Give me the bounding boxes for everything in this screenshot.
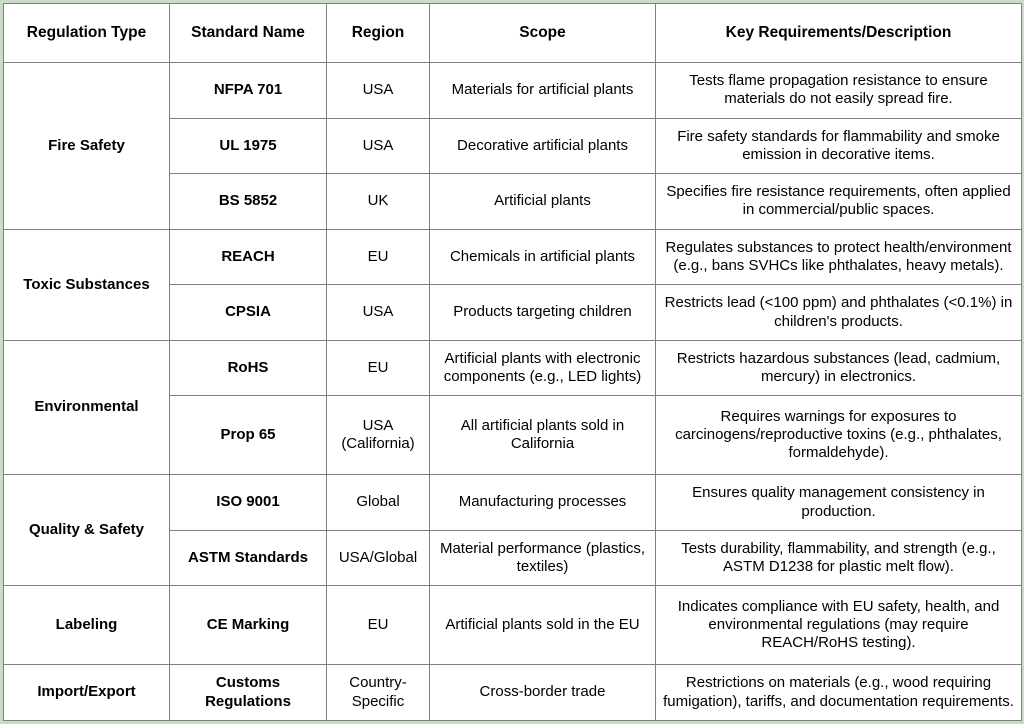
cell-region: EU bbox=[327, 586, 430, 665]
cell-standard-name: RoHS bbox=[170, 340, 327, 396]
cell-key-requirements: Restricts hazardous substances (lead, cadmium, mercury) in electronics. bbox=[656, 340, 1022, 396]
column-header-regulation-type: Regulation Type bbox=[4, 4, 170, 63]
regulations-table bbox=[3, 3, 1022, 721]
table-header bbox=[4, 4, 1022, 63]
cell-key-requirements: Ensures quality management consistency in production. bbox=[656, 475, 1022, 531]
cell-regulation-type: Fire Safety bbox=[4, 63, 170, 230]
cell-key-requirements: Tests flame propagation resistance to ensure materials do not easily spread fire. bbox=[656, 63, 1022, 119]
cell-region: UK bbox=[327, 174, 430, 230]
table-body bbox=[4, 63, 1022, 721]
cell-region: USA bbox=[327, 285, 430, 341]
cell-scope: Manufacturing processes bbox=[430, 475, 656, 531]
cell-scope: Artificial plants with electronic components (e.g., LED lights) bbox=[430, 340, 656, 396]
cell-region: USA bbox=[327, 63, 430, 119]
column-header-standard-name: Standard Name bbox=[170, 4, 327, 63]
cell-standard-name: NFPA 701 bbox=[170, 63, 327, 119]
table-row bbox=[4, 229, 1022, 285]
cell-key-requirements: Requires warnings for exposures to carcinogens/reproductive toxins (e.g., phthalates, formaldehyde). bbox=[656, 396, 1022, 475]
column-header-region: Region bbox=[327, 4, 430, 63]
cell-scope: Products targeting children bbox=[430, 285, 656, 341]
cell-standard-name: Prop 65 bbox=[170, 396, 327, 475]
cell-region: USA/Global bbox=[327, 530, 430, 586]
cell-regulation-type: Environmental bbox=[4, 340, 170, 474]
cell-region: Country-Specific bbox=[327, 665, 430, 721]
header-row bbox=[4, 4, 1022, 63]
cell-scope: All artificial plants sold in California bbox=[430, 396, 656, 475]
table-row bbox=[4, 340, 1022, 396]
table-row bbox=[4, 586, 1022, 665]
cell-regulation-type: Import/Export bbox=[4, 665, 170, 721]
cell-key-requirements: Tests durability, flammability, and strength (e.g., ASTM D1238 for plastic melt flow). bbox=[656, 530, 1022, 586]
cell-region: Global bbox=[327, 475, 430, 531]
cell-key-requirements: Fire safety standards for flammability and smoke emission in decorative items. bbox=[656, 118, 1022, 174]
cell-key-requirements: Indicates compliance with EU safety, health, and environmental regulations (may require REACH/RoHS testing). bbox=[656, 586, 1022, 665]
cell-scope: Material performance (plastics, textiles) bbox=[430, 530, 656, 586]
cell-scope: Chemicals in artificial plants bbox=[430, 229, 656, 285]
cell-region: EU bbox=[327, 340, 430, 396]
cell-standard-name: ISO 9001 bbox=[170, 475, 327, 531]
cell-key-requirements: Restricts lead (<100 ppm) and phthalates (<0.1%) in children's products. bbox=[656, 285, 1022, 341]
cell-regulation-type: Quality & Safety bbox=[4, 475, 170, 586]
cell-key-requirements: Restrictions on materials (e.g., wood requiring fumigation), tariffs, and documentation requirements. bbox=[656, 665, 1022, 721]
table-row bbox=[4, 475, 1022, 531]
cell-scope: Artificial plants bbox=[430, 174, 656, 230]
cell-scope: Decorative artificial plants bbox=[430, 118, 656, 174]
cell-standard-name: UL 1975 bbox=[170, 118, 327, 174]
cell-region: USA (California) bbox=[327, 396, 430, 475]
cell-scope: Materials for artificial plants bbox=[430, 63, 656, 119]
cell-key-requirements: Specifies fire resistance requirements, often applied in commercial/public spaces. bbox=[656, 174, 1022, 230]
cell-key-requirements: Regulates substances to protect health/environment (e.g., bans SVHCs like phthalates, heavy metals). bbox=[656, 229, 1022, 285]
cell-scope: Artificial plants sold in the EU bbox=[430, 586, 656, 665]
cell-scope: Cross-border trade bbox=[430, 665, 656, 721]
cell-standard-name: Customs Regulations bbox=[170, 665, 327, 721]
cell-standard-name: ASTM Standards bbox=[170, 530, 327, 586]
cell-regulation-type: Labeling bbox=[4, 586, 170, 665]
cell-standard-name: BS 5852 bbox=[170, 174, 327, 230]
cell-region: EU bbox=[327, 229, 430, 285]
table-row bbox=[4, 63, 1022, 119]
cell-standard-name: REACH bbox=[170, 229, 327, 285]
cell-standard-name: CE Marking bbox=[170, 586, 327, 665]
cell-standard-name: CPSIA bbox=[170, 285, 327, 341]
column-header-key-requirements: Key Requirements/Description bbox=[656, 4, 1022, 63]
table-row bbox=[4, 665, 1022, 721]
column-header-scope: Scope bbox=[430, 4, 656, 63]
cell-region: USA bbox=[327, 118, 430, 174]
cell-regulation-type: Toxic Substances bbox=[4, 229, 170, 340]
